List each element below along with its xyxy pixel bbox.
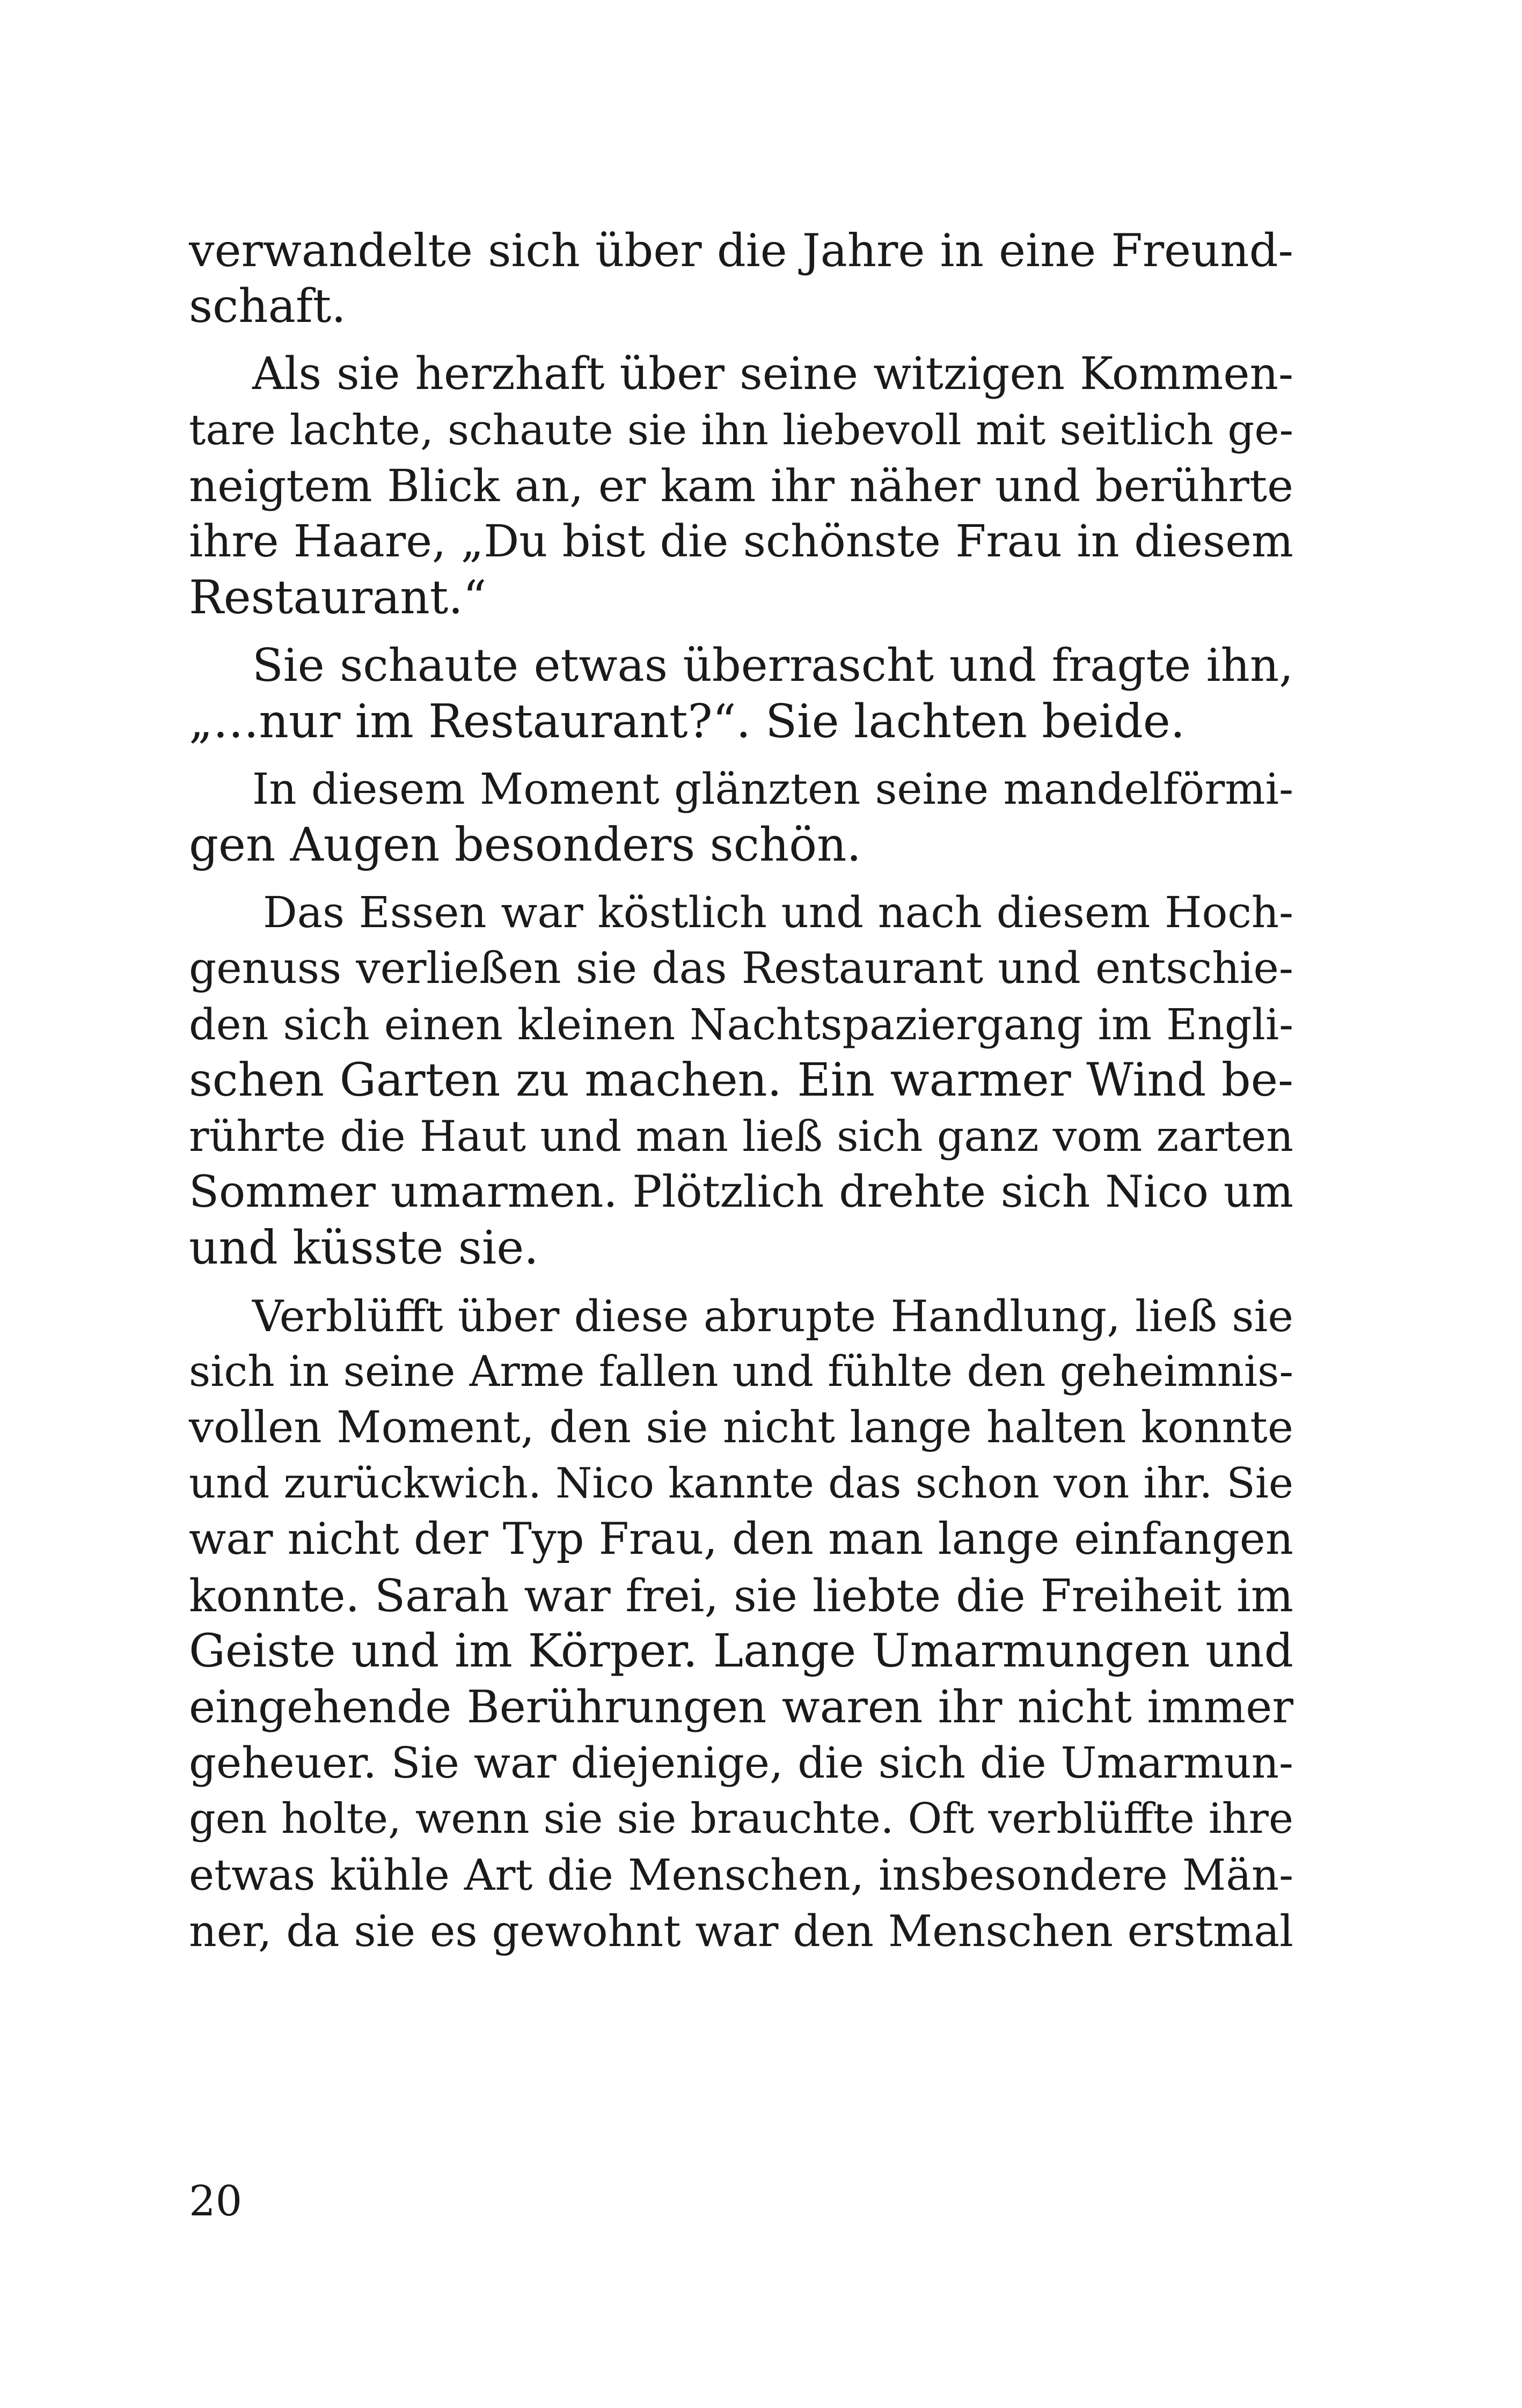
text-line: und zurückwich. Nico kannte das schon von ihr. Sie (189, 1459, 1293, 1508)
paragraph-4 (189, 761, 1293, 873)
text-line: war nicht der Typ Frau, den man lange einfangen (189, 1514, 1293, 1565)
text-line: eingehende Berührungen waren ihr nicht immer (189, 1681, 1293, 1734)
text-line: Restaurant.“ (189, 571, 487, 625)
text-line: rührte die Haut und man ließ sich ganz vom zarten (189, 1112, 1293, 1162)
paragraph-5 (189, 885, 1293, 1276)
text-line: schaft. (189, 280, 346, 334)
page-number: 20 (189, 2177, 243, 2226)
text-line: Sie schaute etwas überrascht und fragte ihn, (252, 639, 1293, 692)
paragraph-2 (189, 346, 1293, 626)
text-line: neigtem Blick an, er kam ihr näher und berührte (189, 460, 1293, 512)
text-line: schen Garten zu machen. Ein warmer Wind be- (189, 1053, 1293, 1107)
text-line: vollen Moment, den sie nicht lange halten konnte (189, 1402, 1293, 1453)
text-line: gen Augen besonders schön. (189, 818, 861, 872)
text-line: und küsste sie. (189, 1221, 539, 1275)
text-line: Das Essen war köstlich und nach diesem Hoch- (263, 887, 1293, 938)
text-line: genuss verließen sie das Restaurant und entschie- (189, 943, 1293, 994)
text-line: den sich einen kleinen Nachtspaziergang im Engli- (189, 999, 1293, 1049)
text-line: Verblüfft über diese abrupte Handlung, ließ sie (252, 1290, 1293, 1341)
body-text (189, 223, 1293, 1971)
paragraph-3 (189, 637, 1293, 749)
text-line: In diesem Moment glänzten seine mandelförmi- (252, 763, 1293, 814)
text-line: Sommer umarmen. Plötzlich drehte sich Nico um (189, 1166, 1293, 1218)
text-line: tare lachte, schaute sie ihn liebevoll mit seitlich ge- (189, 405, 1293, 454)
text-line: gen holte, wenn sie sie brauchte. Oft verblüffte ihre (189, 1795, 1293, 1844)
text-line: ihre Haare, „Du bist die schönste Frau in diesem (189, 516, 1293, 568)
text-line: „…nur im Restaurant?“. Sie lachten beide. (189, 694, 1186, 748)
text-line: Geiste und im Körper. Lange Umarmungen und (189, 1624, 1293, 1678)
paragraph-1 (189, 223, 1293, 334)
text-line: verwandelte sich über die Jahre in eine Freund- (189, 224, 1293, 277)
text-line: ner, da sie es gewohnt war den Menschen erstmal (189, 1905, 1293, 1956)
text-line: sich in seine Arme fallen und fühlte den geheimnis- (189, 1347, 1293, 1396)
text-line: etwas kühle Art die Menschen, insbesondere Män- (189, 1849, 1293, 1900)
paragraph-6 (189, 1288, 1293, 1959)
text-line: konnte. Sarah war frei, sie liebte die Freiheit im (189, 1569, 1293, 1622)
text-line: Als sie herzhaft über seine witzigen Kommen- (252, 348, 1293, 400)
text-line: geheuer. Sie war diejenige, die sich die Umarmun- (189, 1738, 1293, 1788)
